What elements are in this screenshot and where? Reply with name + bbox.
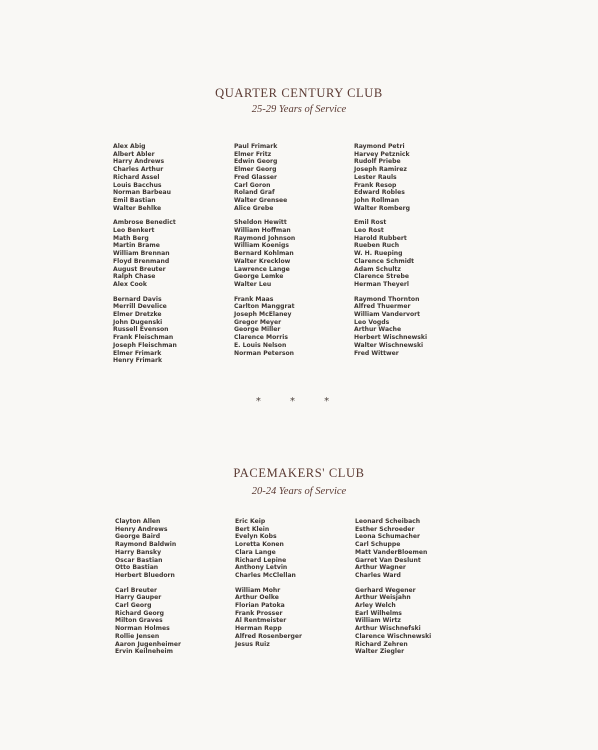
member-name: Clarence Strebe [354, 273, 409, 281]
member-name: Al Rentmeister [235, 617, 287, 625]
member-name: Leona Schumacher [355, 533, 421, 541]
member-name: Fred Wittwer [354, 349, 399, 357]
member-name: Otto Bastian [115, 564, 159, 572]
member-name: Anthony Letvin [235, 564, 288, 572]
member-name: Elmer Frimark [113, 349, 162, 357]
member-name: Leo Rost [354, 227, 384, 235]
member-name: Carl Goron [234, 181, 271, 189]
pm-column-2 [235, 518, 365, 648]
member-name: Oscar Bastian [115, 556, 163, 564]
member-name: Walter Leu [234, 280, 272, 288]
member-name: Lester Rauls [354, 173, 397, 181]
member-name: John Rollman [354, 196, 400, 204]
member-name: Clarence Schmidt [354, 257, 415, 265]
member-name: Walter Wischnewski [354, 341, 424, 349]
member-name: Raymond Petri [354, 143, 405, 150]
member-name: Gerhard Wegener [355, 586, 416, 594]
pm-column-3 [355, 518, 485, 656]
member-name: Charles McClellan [235, 571, 296, 579]
member-name: Harry Bansky [115, 548, 162, 556]
member-name: Harvey Petznick [354, 150, 410, 158]
member-name: Aaron Jugenheimer [115, 640, 181, 648]
member-name: Carl Georg [115, 602, 152, 610]
member-name: Esther Schroeder [355, 525, 415, 533]
member-name: Herman Repp [235, 625, 282, 633]
member-name: Raymond Thornton [354, 295, 420, 303]
qc-column-2 [234, 143, 364, 357]
member-name: Joseph Fleischman [113, 341, 177, 349]
member-name: Frank Fleischman [113, 334, 174, 342]
member-name: Norman Peterson [234, 349, 295, 357]
member-name: Adam Schultz [354, 265, 401, 273]
member-name: Frank Prosser [235, 609, 283, 617]
member-name: Bert Klein [235, 525, 270, 533]
member-name: Sheldon Hewitt [234, 219, 287, 227]
member-name: Herbert Bluedorn [115, 571, 175, 579]
member-name: Ralph Chase [113, 273, 156, 281]
member-name: Richard Georg [115, 609, 165, 617]
member-name: Bernard Davis [113, 295, 162, 303]
pacemakers-subtitle: 20-24 Years of Service [251, 486, 347, 497]
member-name: Rollie Jensen [115, 632, 160, 640]
member-name: Russell Evenson [113, 326, 169, 334]
member-name: Arthur Wischnefski [355, 625, 421, 633]
group-spacer [354, 212, 484, 219]
member-name: Harold Rubbert [354, 234, 407, 242]
member-name: Walter Grensee [234, 196, 288, 204]
member-name: Leonard Scheibach [355, 518, 421, 525]
member-name: Matt VanderBloemen [355, 548, 428, 556]
member-name: Gregor Meyer [234, 318, 282, 326]
member-name: Paul Frimark [234, 143, 278, 150]
member-name: Arthur Weisjahn [355, 594, 411, 602]
member-name: Herbert Wischnewski [354, 334, 428, 342]
member-name: Emil Bastian [113, 196, 156, 204]
member-name: George Baird [115, 533, 161, 541]
member-name: Elmer Georg [234, 166, 277, 174]
member-name: Rudolf Priebe [354, 158, 401, 166]
member-name: Harry Gauper [115, 594, 162, 602]
member-name: Charles Ward [355, 571, 401, 579]
member-name: Florian Patoka [235, 602, 285, 610]
member-name: William Koenigs [234, 242, 290, 250]
member-name: W. H. Rueping [354, 250, 403, 258]
member-name: Emil Rost [354, 219, 387, 227]
member-name: Evelyn Kobs [235, 533, 277, 541]
member-name: Herman Theyerl [354, 280, 409, 288]
member-name: Alfred Thuermer [354, 303, 411, 311]
member-name: Edwin Georg [234, 158, 278, 166]
member-name: Floyd Brenmand [113, 257, 170, 265]
member-name: Leo Vogds [354, 318, 390, 326]
member-name: Martin Brame [113, 242, 160, 250]
pacemakers-title: PACEMAKERS' CLUB [233, 466, 365, 480]
member-name: Walter Romberg [354, 204, 410, 212]
member-name: Raymond Baldwin [115, 541, 177, 549]
member-name: Ervin Keilneheim [115, 648, 173, 656]
member-name: Henry Andrews [115, 525, 168, 533]
quarter-century-subtitle: 25-29 Years of Service [251, 104, 347, 115]
member-name: Raymond Johnson [234, 234, 296, 242]
member-name: Arthur Wagner [355, 564, 406, 572]
member-name: Alex Abig [113, 143, 146, 150]
group-spacer [113, 212, 243, 219]
group-spacer [235, 580, 365, 587]
member-name: Merrill Develice [113, 303, 167, 311]
member-name: Lawrence Lange [234, 265, 290, 273]
member-name: Loretta Konen [235, 541, 284, 549]
member-name: Richard Assel [113, 173, 160, 181]
member-name: Jesus Ruiz [235, 640, 270, 648]
group-spacer [234, 212, 364, 219]
member-name: Frank Maas [234, 295, 274, 303]
member-name: William Brennan [113, 250, 170, 258]
member-name: Louis Bacchus [113, 181, 162, 189]
member-name: Joseph Ramirez [354, 166, 407, 174]
member-name: Carl Breuter [115, 586, 157, 594]
member-name: Leo Benkert [113, 227, 155, 235]
member-name: Walter Ziegler [355, 648, 405, 656]
member-name: Harry Andrews [113, 158, 165, 166]
member-name: August Breuter [113, 265, 166, 273]
member-name: Fred Glasser [234, 173, 277, 181]
member-name: Alice Grebe [234, 204, 274, 212]
qc-column-1 [113, 143, 243, 365]
member-name: Norman Barbeau [113, 189, 171, 197]
member-name: Edward Robles [354, 189, 405, 197]
qc-column-3 [354, 143, 484, 357]
member-name: George Miller [234, 326, 281, 334]
member-name: Arley Welch [355, 602, 396, 610]
member-name: Walter Behlke [113, 204, 162, 212]
member-name: William Wirtz [355, 617, 401, 625]
member-name: Alfred Rosenberger [235, 632, 303, 640]
member-name: Norman Holmes [115, 625, 170, 633]
member-name: Rueben Ruch [354, 242, 400, 250]
member-name: George Lemke [234, 273, 284, 281]
member-name: Albert Abler [113, 150, 155, 158]
member-name: Henry Frimark [113, 357, 163, 365]
member-name: Eric Keip [235, 518, 266, 525]
member-name: Clayton Allen [115, 518, 161, 525]
member-name: Clarence Wischnewski [355, 632, 432, 640]
member-name: Frank Resop [354, 181, 397, 189]
member-name: Garret Van Deslunt [355, 556, 421, 564]
member-name: Arthur Oelke [235, 594, 279, 602]
member-name: Ambrose Benedict [113, 219, 176, 227]
group-spacer [355, 580, 485, 587]
pm-column-1 [115, 518, 245, 656]
member-name: Carlton Manggrat [234, 303, 295, 311]
quarter-century-title: QUARTER CENTURY CLUB [215, 86, 383, 100]
member-name: Bernard Kohlman [234, 250, 294, 258]
group-spacer [354, 289, 484, 296]
member-name: Clarence Morris [234, 334, 288, 342]
member-name: Earl Wilhelms [355, 609, 402, 617]
member-name: Elmer Dretzke [113, 311, 162, 319]
member-name: Math Berg [113, 234, 149, 242]
member-name: Joseph McElaney [234, 311, 292, 319]
member-name: Milton Graves [115, 617, 163, 625]
member-name: Richard Lepine [235, 556, 287, 564]
group-spacer [115, 580, 245, 587]
section-separator-stars: * * * [255, 396, 343, 407]
member-name: William Hoffman [234, 227, 291, 235]
group-spacer [234, 289, 364, 296]
member-name: Elmer Fritz [234, 150, 272, 158]
group-spacer [113, 289, 243, 296]
member-name: William Mohr [235, 586, 281, 594]
member-name: Alex Cook [113, 280, 147, 288]
member-name: Richard Zehren [355, 640, 408, 648]
member-name: Arthur Wache [354, 326, 402, 334]
member-name: Carl Schuppe [355, 541, 401, 549]
member-name: Clara Lange [235, 548, 276, 556]
member-name: John Dugenski [113, 318, 163, 326]
member-name: Roland Graf [234, 189, 275, 197]
member-name: Walter Krecklow [234, 257, 291, 265]
member-name: E. Louis Nelson [234, 341, 287, 349]
member-name: Charles Arthur [113, 166, 164, 174]
member-name: William Vandervort [354, 311, 421, 319]
